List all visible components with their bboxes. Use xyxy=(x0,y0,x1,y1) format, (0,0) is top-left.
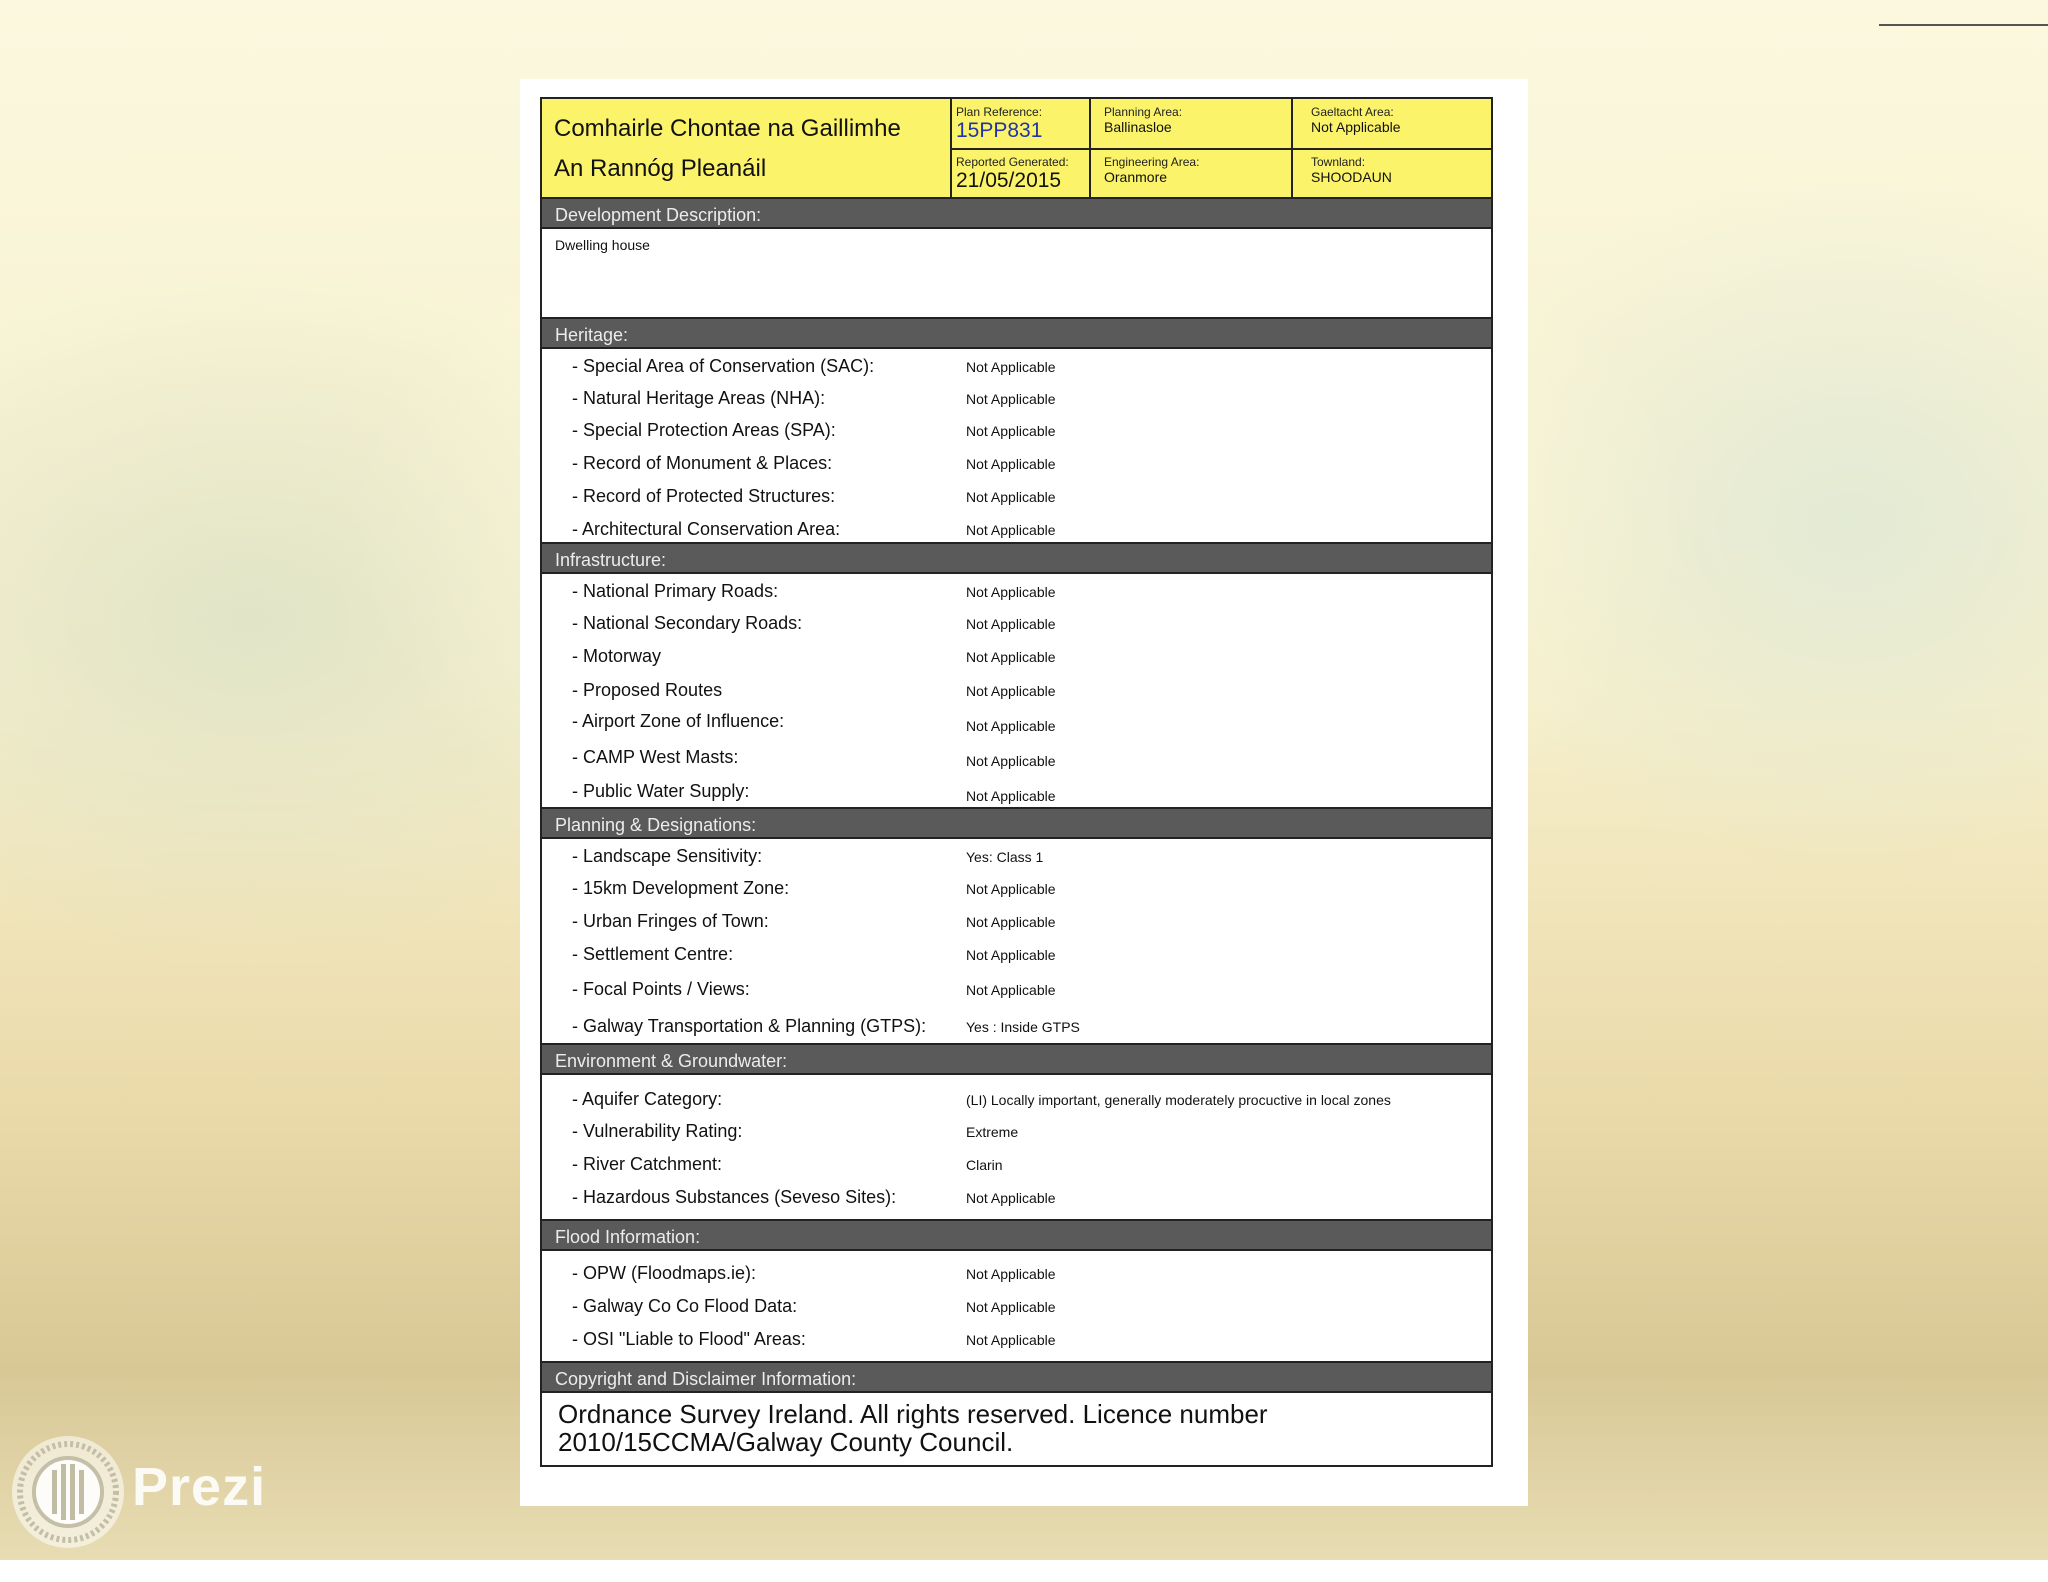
row-label: - Hazardous Substances (Seveso Sites): xyxy=(572,1187,897,1207)
row-label: - Special Area of Conservation (SAC): xyxy=(572,356,875,376)
row-value: Not Applicable xyxy=(966,1266,1056,1282)
report-generated-label: Reported Generated: xyxy=(956,155,1069,169)
row-value: Not Applicable xyxy=(966,914,1056,930)
row-value: Not Applicable xyxy=(966,616,1056,632)
section-flood: Flood Information: xyxy=(542,1219,1491,1251)
row-value: Not Applicable xyxy=(966,982,1056,998)
row-value: Not Applicable xyxy=(966,1332,1056,1348)
copyright-text: Ordnance Survey Ireland. All rights reserved. Licence number 2010/15CCMA/Galway County Council. xyxy=(558,1399,1268,1457)
gaeltacht-area-value: Not Applicable xyxy=(1311,119,1401,135)
plan-reference-value: 15PP831 xyxy=(956,119,1043,142)
row-label: - National Primary Roads: xyxy=(572,581,779,601)
row-label: - Proposed Routes xyxy=(572,680,723,700)
row-label: - Focal Points / Views: xyxy=(572,979,750,999)
section-infrastructure: Infrastructure: xyxy=(542,542,1491,574)
row-label: - River Catchment: xyxy=(572,1154,723,1174)
row-value: Not Applicable xyxy=(966,788,1056,804)
department-name: An Rannóg Pleanáil xyxy=(554,155,767,182)
row-value: Extreme xyxy=(966,1124,1019,1140)
row-label: - Urban Fringes of Town: xyxy=(572,911,769,931)
row-value: (LI) Locally important, generally moderately procuctive in local zones xyxy=(966,1092,1391,1108)
row-value: Not Applicable xyxy=(966,718,1056,734)
planning-report xyxy=(540,97,1493,1467)
planning-area-label: Planning Area: xyxy=(1104,105,1183,119)
row-label: - Aquifer Category: xyxy=(572,1089,723,1109)
row-value: Not Applicable xyxy=(966,456,1056,472)
row-label: - Galway Co Co Flood Data: xyxy=(572,1296,798,1316)
report-generated-value: 21/05/2015 xyxy=(956,169,1062,192)
row-label: - Airport Zone of Influence: xyxy=(572,711,785,731)
row-value: Not Applicable xyxy=(966,584,1056,600)
row-label: - Motorway xyxy=(572,646,662,666)
row-label: - Vulnerability Rating: xyxy=(572,1121,743,1141)
section-development: Development Description: xyxy=(542,197,1491,229)
row-label: - Special Protection Areas (SPA): xyxy=(572,420,836,440)
row-label: - Record of Monument & Places: xyxy=(572,453,833,473)
row-value: Not Applicable xyxy=(966,947,1056,963)
prezi-logo-icon[interactable] xyxy=(8,1432,128,1552)
row-label: - OSI "Liable to Flood" Areas: xyxy=(572,1329,806,1349)
row-value: Not Applicable xyxy=(966,683,1056,699)
council-name: Comhairle Chontae na Gaillimhe xyxy=(554,115,901,142)
row-value: Clarin xyxy=(966,1157,1003,1173)
section-environment: Environment & Groundwater: xyxy=(542,1043,1491,1075)
prezi-brand-text: Prezi xyxy=(132,1457,267,1517)
row-label: - Settlement Centre: xyxy=(572,944,734,964)
development-description: Dwelling house xyxy=(555,237,650,253)
row-value: Not Applicable xyxy=(966,522,1056,538)
row-value: Not Applicable xyxy=(966,1299,1056,1315)
section-heritage: Heritage: xyxy=(542,317,1491,349)
row-value: Not Applicable xyxy=(966,753,1056,769)
row-label: - Galway Transportation & Planning (GTPS): xyxy=(572,1016,927,1036)
plan-reference-label: Plan Reference: xyxy=(956,105,1043,119)
engineering-area-label: Engineering Area: xyxy=(1104,155,1200,169)
report-header xyxy=(542,99,1491,199)
top-right-divider xyxy=(1879,24,2048,26)
planning-area-value: Ballinasloe xyxy=(1104,119,1172,135)
row-value: Yes: Class 1 xyxy=(966,849,1044,865)
row-label: - Architectural Conservation Area: xyxy=(572,519,841,539)
row-value: Not Applicable xyxy=(966,423,1056,439)
row-label: - CAMP West Masts: xyxy=(572,747,739,767)
row-value: Yes : Inside GTPS xyxy=(966,1019,1080,1035)
row-value: Not Applicable xyxy=(966,489,1056,505)
gaeltacht-area-label: Gaeltacht Area: xyxy=(1311,105,1394,119)
row-value: Not Applicable xyxy=(966,1190,1056,1206)
row-label: - OPW (Floodmaps.ie): xyxy=(572,1263,757,1283)
row-label: - Record of Protected Structures: xyxy=(572,486,836,506)
row-label: - Landscape Sensitivity: xyxy=(572,846,763,866)
row-label: - Public Water Supply: xyxy=(572,781,750,801)
section-copyright: Copyright and Disclaimer Information: xyxy=(542,1361,1491,1393)
townland-value: SHOODAUN xyxy=(1311,169,1392,185)
row-label: - Natural Heritage Areas (NHA): xyxy=(572,388,826,408)
row-value: Not Applicable xyxy=(966,359,1056,375)
row-value: Not Applicable xyxy=(966,391,1056,407)
section-planning: Planning & Designations: xyxy=(542,807,1491,839)
townland-label: Townland: xyxy=(1311,155,1366,169)
row-value: Not Applicable xyxy=(966,881,1056,897)
row-label: - 15km Development Zone: xyxy=(572,878,790,898)
engineering-area-value: Oranmore xyxy=(1104,169,1168,185)
row-label: - National Secondary Roads: xyxy=(572,613,803,633)
row-value: Not Applicable xyxy=(966,649,1056,665)
